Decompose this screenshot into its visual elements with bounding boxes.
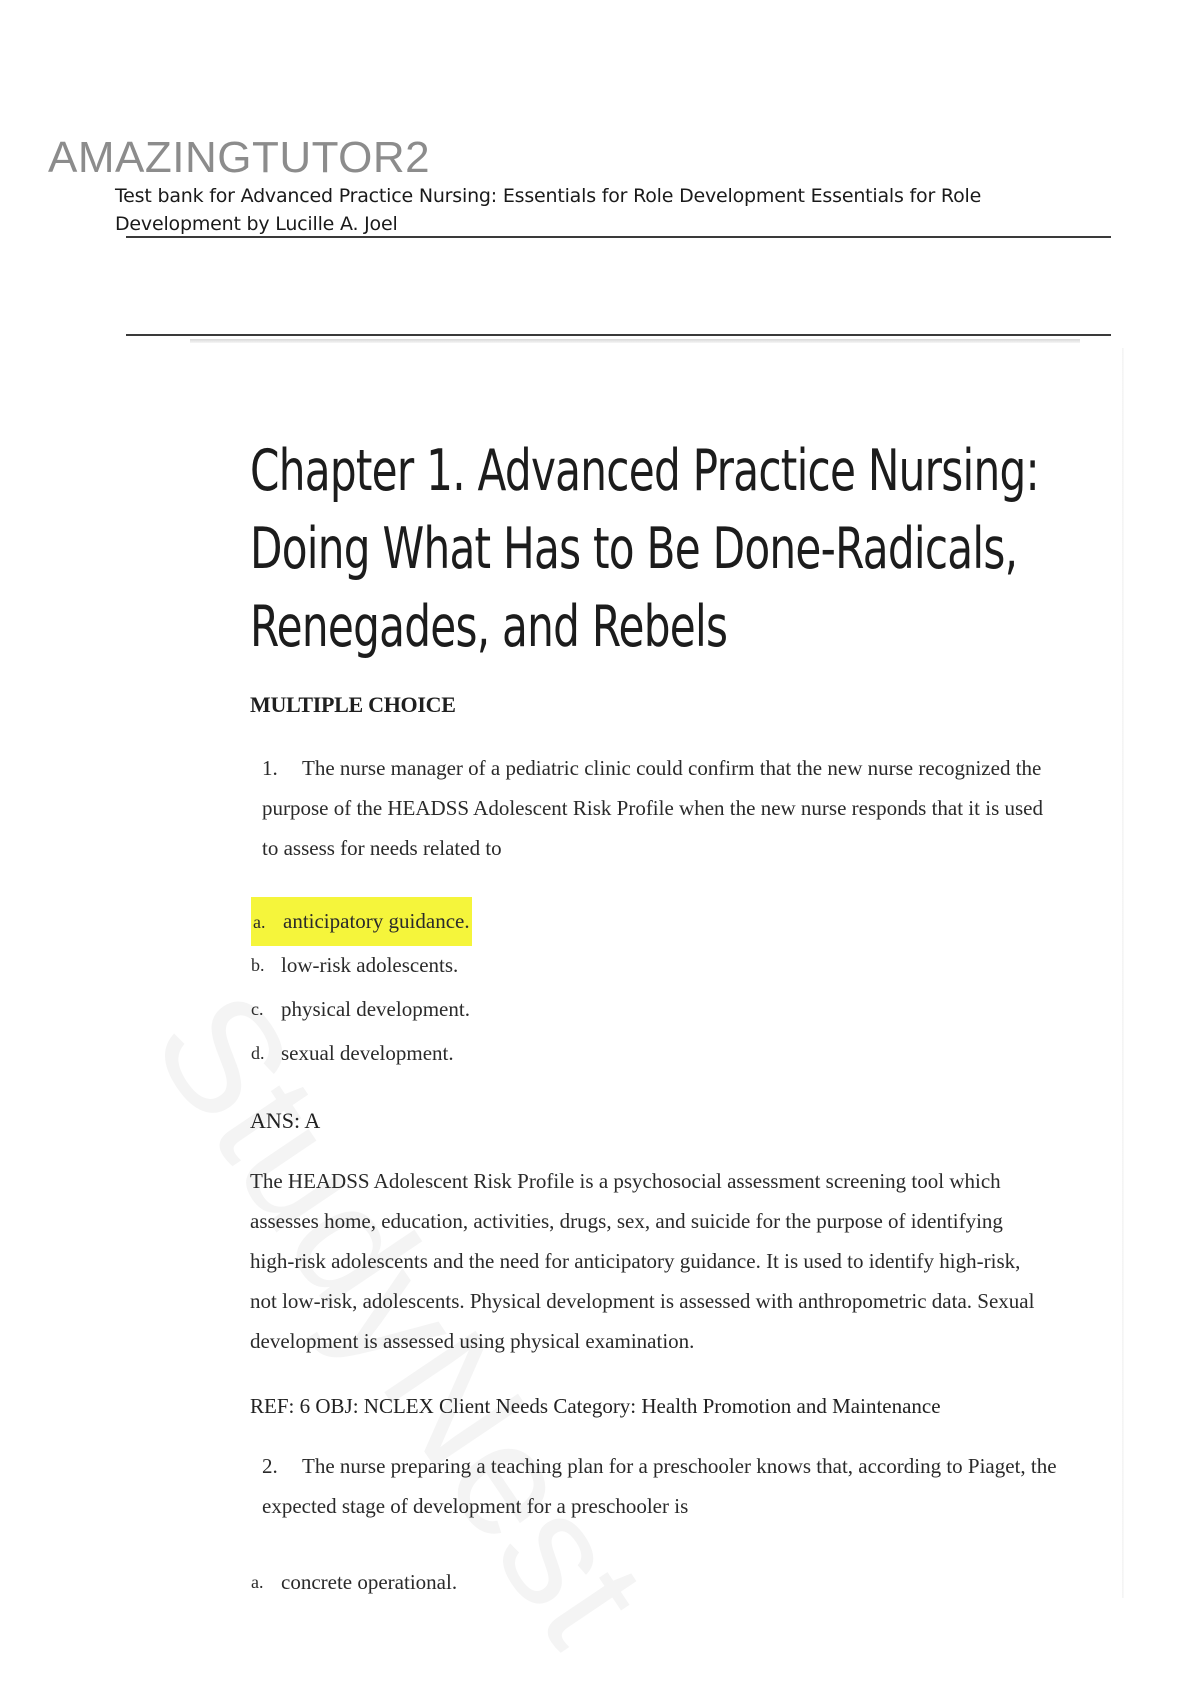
option-text: anticipatory guidance.	[283, 908, 470, 933]
option-a	[251, 899, 951, 943]
page-edge	[1122, 348, 1124, 1598]
question-stem: The nurse manager of a pediatric clinic could confirm that the new nurse recognized the purpose of the HEADSS Adolescent Risk Profile when the new nurse responds that it is used to assess for needs related to	[262, 756, 1043, 860]
rationale: The HEADSS Adolescent Risk Profile is a psychosocial assessment screening tool which assesses home, education, activities, drugs, sex, and suicide for the purpose of identifying high-risk adolescents and the need for anticipatory guidance. It is used to identify high-risk, not low-risk, adolescents. Physical development is assessed with anthropometric data. Sexual development is assessed using physical examination.	[250, 1169, 1035, 1353]
option-text: sexual development.	[281, 1041, 454, 1065]
option-c	[251, 987, 951, 1031]
chapter-title: Chapter 1. Advanced Practice Nursing: Doing What Has to Be Done-Radicals, Renegades, and Rebels	[250, 438, 1040, 660]
option-d	[251, 1031, 951, 1075]
question-number: 1.	[262, 756, 278, 780]
question-2-options	[251, 1560, 951, 1604]
question-1-options	[251, 899, 951, 1075]
option-text: concrete operational.	[281, 1570, 458, 1594]
answer-key: ANS: A	[250, 1108, 321, 1133]
reference-line: REF: 6 OBJ: NCLEX Client Needs Category: Health Promotion and Maintenance	[250, 1394, 941, 1418]
option-letter: a.	[253, 911, 266, 932]
question-2	[262, 1446, 1062, 1526]
option-text: low-risk adolescents.	[281, 953, 459, 977]
document-header: Test bank for Advanced Practice Nursing: Essentials for Role Development Essentials for Role Development by Lucille A. Joel	[115, 185, 982, 235]
brand-watermark: AMAZINGTUTOR2	[48, 133, 431, 182]
option-text: physical development.	[281, 997, 470, 1021]
question-number: 2.	[262, 1454, 278, 1478]
rule-shadow	[190, 339, 1080, 343]
section-rule	[126, 334, 1111, 336]
option-b	[251, 943, 951, 987]
question-1	[262, 748, 1062, 868]
option-letter: a.	[251, 1572, 264, 1592]
header-rule	[126, 236, 1111, 238]
option-a	[251, 1560, 951, 1604]
option-letter: d.	[251, 1043, 265, 1063]
option-letter: b.	[251, 955, 265, 975]
question-stem: The nurse preparing a teaching plan for a preschooler knows that, according to Piaget, the expected stage of development for a preschooler is	[262, 1454, 1057, 1518]
section-heading: MULTIPLE CHOICE	[250, 692, 456, 717]
option-letter: c.	[251, 999, 264, 1019]
